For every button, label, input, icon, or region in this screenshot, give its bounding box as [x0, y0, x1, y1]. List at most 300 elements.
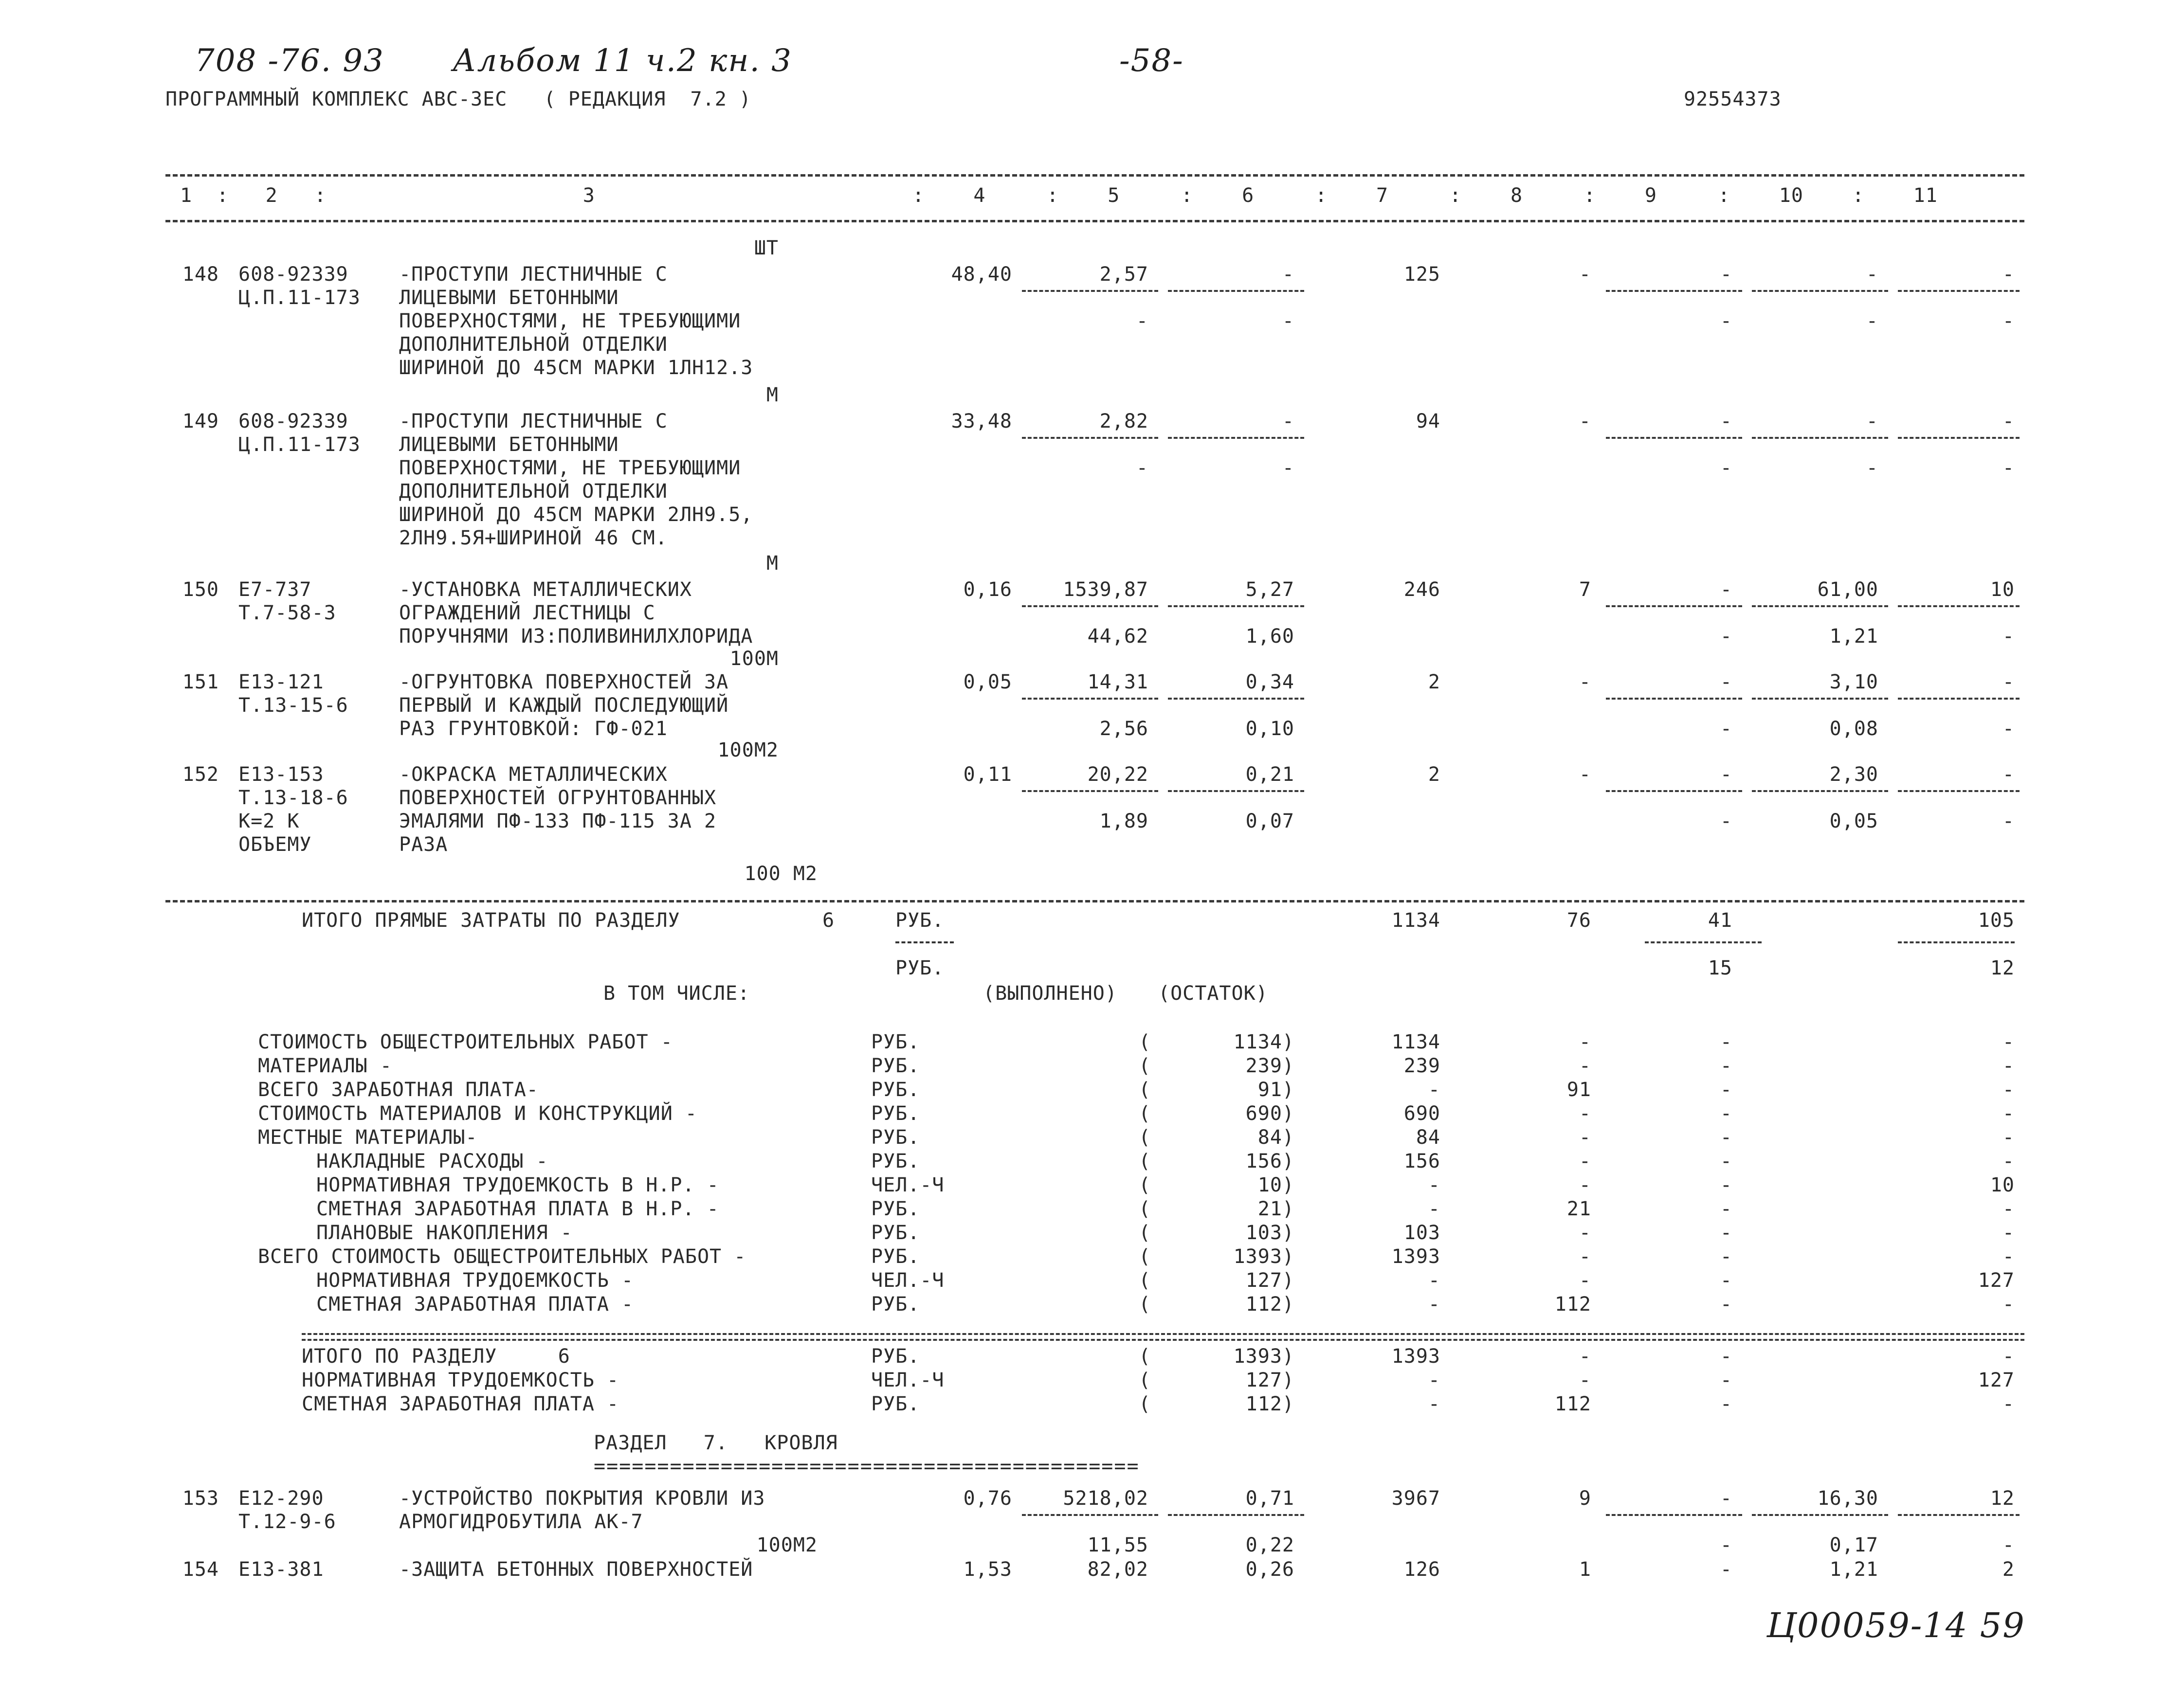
section-total-remaining: 127): [1245, 1369, 1294, 1391]
row-number: 152: [182, 763, 219, 786]
cell-c9b: -: [1720, 810, 1732, 832]
breakdown-c9: -: [1720, 1079, 1732, 1101]
cell-c9b: -: [1720, 1534, 1732, 1556]
breakdown-label: СТОИМОСТЬ ОБЩЕСТРОИТЕЛЬНЫХ РАБОТ -: [258, 1031, 673, 1053]
cell-c11: 12: [1990, 1487, 2015, 1510]
breakdown-unit: РУБ.: [871, 1079, 920, 1101]
cell-c10b: 0,05: [1829, 810, 1878, 832]
breakdown-remaining: 21): [1257, 1198, 1294, 1220]
section-total-c7: 1393: [1391, 1345, 1440, 1368]
cell-c9b: -: [1720, 457, 1732, 479]
breakdown-label: МАТЕРИАЛЫ -: [258, 1055, 392, 1077]
breakdown-c9: -: [1720, 1102, 1732, 1125]
breakdown-unit: РУБ.: [871, 1126, 920, 1149]
totals-rule: [165, 900, 2024, 902]
cell-c7: 2: [1428, 763, 1440, 786]
section-total-remaining: 1393): [1233, 1345, 1294, 1368]
cell-c10: -: [1866, 263, 1878, 286]
cell-subrule: [1168, 790, 1304, 792]
paren: (: [1139, 1150, 1151, 1172]
cell-c10: 16,30: [1817, 1487, 1878, 1510]
row-unit: М: [766, 384, 779, 406]
row-code: Е7-737: [238, 578, 312, 601]
cell-c6: 0,26: [1245, 1558, 1294, 1581]
breakdown-label: СТОИМОСТЬ МАТЕРИАЛОВ И КОНСТРУКЦИЙ -: [258, 1102, 697, 1125]
breakdown-label: НОРМАТИВНАЯ ТРУДОЕМКОСТЬ В Н.Р. -: [316, 1174, 719, 1196]
paren: (: [1139, 1055, 1151, 1077]
totals-direct-c11: 105: [1978, 909, 2015, 932]
row-code: Т.12-9-6: [238, 1511, 336, 1533]
section-total-c7: -: [1428, 1369, 1440, 1391]
totals-direct-c9b: 15: [1708, 957, 1732, 979]
section-total-c8: -: [1579, 1369, 1591, 1391]
section-total-c9: -: [1720, 1369, 1732, 1391]
including-executed: (ВЫПОЛНЕНО): [983, 982, 1117, 1005]
cell-subrule: [1168, 605, 1304, 607]
cell-c5: 14,31: [1087, 671, 1148, 693]
breakdown-remaining: 239): [1245, 1055, 1294, 1077]
breakdown-label: ПЛАНОВЫЕ НАКОПЛЕНИЯ -: [316, 1222, 573, 1244]
cell-c5: 2,57: [1099, 263, 1148, 286]
breakdown-c9: -: [1720, 1269, 1732, 1292]
row-number: 154: [182, 1558, 219, 1581]
cell-c9: -: [1720, 1558, 1732, 1581]
breakdown-c11: -: [2002, 1222, 2015, 1244]
breakdown-c9: -: [1720, 1126, 1732, 1149]
breakdown-unit: РУБ.: [871, 1222, 920, 1244]
paren: (: [1139, 1198, 1151, 1220]
cell-subrule: [1898, 437, 2020, 439]
paren: (: [1139, 1345, 1151, 1368]
section-total-c11: 127: [1978, 1369, 2015, 1391]
cell-c11: -: [2002, 410, 2015, 433]
cell-subrule: [1168, 698, 1304, 700]
cell-subrule: [1606, 790, 1742, 792]
row-description: ПОВЕРХНОСТЯМИ, НЕ ТРЕБУЮЩИМИ: [399, 310, 741, 332]
breakdown-c7: 239: [1403, 1055, 1440, 1077]
breakdown-c9: -: [1720, 1174, 1732, 1196]
totals-direct-label: ИТОГО ПРЯМЫЕ ЗАТРАТЫ ПО РАЗДЕЛУ: [302, 909, 680, 932]
cell-c5b: -: [1136, 310, 1148, 332]
row-description: АРМОГИДРОБУТИЛА АК-7: [399, 1511, 643, 1533]
totals-direct-section: 6: [822, 909, 835, 932]
cell-c6: -: [1282, 263, 1294, 286]
cell-c7: 126: [1403, 1558, 1440, 1581]
cell-c7: 3967: [1391, 1487, 1440, 1510]
cell-c10: 1,21: [1829, 1558, 1878, 1581]
row-description: ПЕРВЫЙ И КАЖДЫЙ ПОСЛЕДУЮЩИЙ: [399, 694, 729, 717]
cell-c9b: -: [1720, 718, 1732, 740]
cell-c9: -: [1720, 1487, 1732, 1510]
cell-subrule: [1898, 290, 2020, 292]
breakdown-c7: -: [1428, 1269, 1440, 1292]
cell-c5b: 44,62: [1087, 625, 1148, 648]
breakdown-remaining: 156): [1245, 1150, 1294, 1172]
row-code: 608-92339: [238, 410, 348, 433]
breakdown-c8: -: [1579, 1102, 1591, 1125]
paren: (: [1139, 1369, 1151, 1391]
section-total-label: ИТОГО ПО РАЗДЕЛУ 6: [302, 1345, 570, 1368]
section-total-c11: -: [2002, 1345, 2015, 1368]
row-description: ДОПОЛНИТЕЛЬНОЙ ОТДЕЛКИ: [399, 333, 668, 356]
cell-c5b: 1,89: [1099, 810, 1148, 832]
row-unit: ШТ: [754, 237, 779, 259]
breakdown-c11: -: [2002, 1055, 2015, 1077]
row-description: ШИРИНОЙ ДО 45СМ МАРКИ 1ЛН12.3: [399, 357, 753, 379]
cell-subrule: [1606, 437, 1742, 439]
cell-c11: -: [2002, 671, 2015, 693]
breakdown-unit: РУБ.: [871, 1102, 920, 1125]
section-total-unit: РУБ.: [871, 1345, 920, 1368]
cell-c10b: 1,21: [1829, 625, 1878, 648]
doc-number: 92554373: [1684, 88, 1782, 110]
paren: (: [1139, 1222, 1151, 1244]
cell-subrule: [1606, 1514, 1742, 1516]
cell-c10: 2,30: [1829, 763, 1878, 786]
cell-c4: 1,53: [963, 1558, 1012, 1581]
cell-subrule: [1898, 605, 2020, 607]
cell-c11b: -: [2002, 310, 2015, 332]
breakdown-unit: ЧЕЛ.-Ч: [871, 1269, 945, 1292]
breakdown-c11: 10: [1990, 1174, 2015, 1196]
row-description: 2ЛН9.5Я+ШИРИНОЙ 46 СМ.: [399, 527, 668, 549]
cell-c5b: 11,55: [1087, 1534, 1148, 1556]
header-rule-top: [165, 174, 2024, 177]
totals-direct-c8: 76: [1566, 909, 1591, 932]
cell-c9: -: [1720, 578, 1732, 601]
row-code: Ц.П.11-173: [238, 287, 361, 309]
section-total-rule-2: [302, 1339, 2024, 1341]
row-code: Т.7-58-3: [238, 602, 336, 624]
paren: (: [1139, 1393, 1151, 1415]
cell-c8: 1: [1579, 1558, 1591, 1581]
cell-subrule: [1898, 698, 2020, 700]
totals-direct-c9: 41: [1708, 909, 1732, 932]
cell-subrule: [1752, 605, 1888, 607]
breakdown-c9: -: [1720, 1293, 1732, 1316]
breakdown-c11: -: [2002, 1245, 2015, 1268]
cell-c9: -: [1720, 763, 1732, 786]
totals-direct-unit2: РУБ.: [895, 957, 945, 979]
paren: (: [1139, 1126, 1151, 1149]
breakdown-remaining: 103): [1245, 1222, 1294, 1244]
cell-subrule: [1752, 437, 1888, 439]
cell-c6: 0,71: [1245, 1487, 1294, 1510]
paren: (: [1139, 1031, 1151, 1053]
breakdown-unit: РУБ.: [871, 1150, 920, 1172]
row-unit: 100М2: [717, 739, 779, 761]
section-total-rule-1: [302, 1333, 2024, 1335]
row-code: К=2 К: [238, 810, 300, 832]
row-code: Т.13-15-6: [238, 694, 348, 717]
cell-subrule: [1606, 605, 1742, 607]
cell-c6b: 0,07: [1245, 810, 1294, 832]
breakdown-c11: -: [2002, 1126, 2015, 1149]
paren: (: [1139, 1174, 1151, 1196]
breakdown-c9: -: [1720, 1055, 1732, 1077]
row-unit: 100М: [729, 648, 779, 670]
breakdown-label: НОРМАТИВНАЯ ТРУДОЕМКОСТЬ -: [316, 1269, 634, 1292]
row-description: ДОПОЛНИТЕЛЬНОЙ ОТДЕЛКИ: [399, 480, 668, 503]
row-code: Е13-121: [238, 671, 324, 693]
cell-c11b: -: [2002, 457, 2015, 479]
breakdown-remaining: 10): [1257, 1174, 1294, 1196]
breakdown-c8: -: [1579, 1174, 1591, 1196]
breakdown-c11: 127: [1978, 1269, 2015, 1292]
cell-subrule: [1022, 437, 1158, 439]
breakdown-c8: 91: [1566, 1079, 1591, 1101]
breakdown-c7: -: [1428, 1079, 1440, 1101]
cell-c10: 61,00: [1817, 578, 1878, 601]
cell-c6: 0,34: [1245, 671, 1294, 693]
breakdown-unit: РУБ.: [871, 1055, 920, 1077]
cell-c4: 33,48: [951, 410, 1012, 433]
row-number: 149: [182, 410, 219, 433]
breakdown-c8: -: [1579, 1269, 1591, 1292]
cell-c8: -: [1579, 263, 1591, 286]
breakdown-c11: -: [2002, 1079, 2015, 1101]
breakdown-c8: -: [1579, 1126, 1591, 1149]
cell-c10b: -: [1866, 310, 1878, 332]
breakdown-unit: РУБ.: [871, 1293, 920, 1316]
cell-subrule: [1606, 698, 1742, 700]
row-unit: М: [766, 552, 779, 575]
cell-c10: -: [1866, 410, 1878, 433]
cell-c5: 5218,02: [1063, 1487, 1148, 1510]
row-description: ПОРУЧНЯМИ ИЗ:ПОЛИВИНИЛХЛОРИДА: [399, 625, 753, 648]
breakdown-c7: -: [1428, 1198, 1440, 1220]
cell-subrule: [1168, 1514, 1304, 1516]
row-description: -ЗАЩИТА БЕТОННЫХ ПОВЕРХНОСТЕЙ: [399, 1558, 753, 1581]
cell-subrule: [1606, 290, 1742, 292]
row-description: -УСТАНОВКА МЕТАЛЛИЧЕСКИХ: [399, 578, 692, 601]
cell-c11: 10: [1990, 578, 2015, 601]
cell-c4: 0,05: [963, 671, 1012, 693]
row-description: -ПРОСТУПИ ЛЕСТНИЧНЫЕ С: [399, 263, 668, 286]
cell-subrule: [1752, 698, 1888, 700]
cell-c11: -: [2002, 263, 2015, 286]
paren: (: [1139, 1245, 1151, 1268]
cell-c11b: -: [2002, 625, 2015, 648]
cell-c11b: -: [2002, 1534, 2015, 1556]
breakdown-c8: -: [1579, 1245, 1591, 1268]
unit-underline: [895, 941, 954, 943]
cell-c6b: 0,10: [1245, 718, 1294, 740]
breakdown-c7: -: [1428, 1174, 1440, 1196]
row-code: Ц.П.11-173: [238, 433, 361, 456]
cell-c10: 3,10: [1829, 671, 1878, 693]
section-total-unit: ЧЕЛ.-Ч: [871, 1369, 945, 1391]
breakdown-c8: -: [1579, 1031, 1591, 1053]
breakdown-unit: РУБ.: [871, 1245, 920, 1268]
breakdown-c11: -: [2002, 1293, 2015, 1316]
section-total-label: НОРМАТИВНАЯ ТРУДОЕМКОСТЬ -: [302, 1369, 619, 1391]
breakdown-label: ВСЕГО СТОИМОСТЬ ОБЩЕСТРОИТЕЛЬНЫХ РАБОТ -: [258, 1245, 746, 1268]
cell-c4: 0,11: [963, 763, 1012, 786]
breakdown-remaining: 91): [1257, 1079, 1294, 1101]
cell-subrule: [1168, 290, 1304, 292]
cell-c7: 125: [1403, 263, 1440, 286]
breakdown-unit: ЧЕЛ.-Ч: [871, 1174, 945, 1196]
c11-underline: [1898, 941, 2015, 943]
paren: (: [1139, 1293, 1151, 1316]
breakdown-remaining: 1134): [1233, 1031, 1294, 1053]
section-total-c9: -: [1720, 1345, 1732, 1368]
row-description: ШИРИНОЙ ДО 45СМ МАРКИ 2ЛН9.5,: [399, 504, 753, 526]
cell-subrule: [1752, 1514, 1888, 1516]
section7-title: РАЗДЕЛ 7. КРОВЛЯ: [594, 1432, 838, 1454]
cell-c6: 0,21: [1245, 763, 1294, 786]
cell-c11b: -: [2002, 718, 2015, 740]
program-line: ПРОГРАММНЫЙ КОМПЛЕКС АВС-3ЕС ( РЕДАКЦИЯ 7.2 ): [165, 88, 751, 110]
cell-c5: 82,02: [1087, 1558, 1148, 1581]
c9-underline: [1645, 941, 1762, 943]
breakdown-c7: 103: [1403, 1222, 1440, 1244]
cell-c7: 246: [1403, 578, 1440, 601]
breakdown-unit: РУБ.: [871, 1198, 920, 1220]
row-description: ЛИЦЕВЫМИ БЕТОННЫМИ: [399, 287, 619, 309]
paren: (: [1139, 1269, 1151, 1292]
cell-subrule: [1022, 698, 1158, 700]
breakdown-c11: -: [2002, 1150, 2015, 1172]
cell-c5b: 2,56: [1099, 718, 1148, 740]
section-total-c8: -: [1579, 1345, 1591, 1368]
breakdown-label: ВСЕГО ЗАРАБОТНАЯ ПЛАТА-: [258, 1079, 539, 1101]
cell-c5b: -: [1136, 457, 1148, 479]
cell-c6: 5,27: [1245, 578, 1294, 601]
breakdown-remaining: 112): [1245, 1293, 1294, 1316]
breakdown-c9: -: [1720, 1198, 1732, 1220]
breakdown-c8: 21: [1566, 1198, 1591, 1220]
column-header: 1 : 2 : 3 : 4 : 5 : 6 : 7 : 8 : 9 : 10 : 11: [180, 184, 1938, 207]
cell-c9b: -: [1720, 625, 1732, 648]
breakdown-remaining: 127): [1245, 1269, 1294, 1292]
breakdown-c7: 1393: [1391, 1245, 1440, 1268]
paren: (: [1139, 1079, 1151, 1101]
row-description: -ПРОСТУПИ ЛЕСТНИЧНЫЕ С: [399, 410, 668, 433]
album-handwritten: Альбом 11 ч.2 кн. 3: [453, 43, 792, 79]
breakdown-c7: 84: [1416, 1126, 1440, 1149]
cell-c8: -: [1579, 410, 1591, 433]
cell-c6b: 0,22: [1245, 1534, 1294, 1556]
cell-subrule: [1022, 605, 1158, 607]
cell-subrule: [1022, 290, 1158, 292]
cell-c6b: 1,60: [1245, 625, 1294, 648]
cell-subrule: [1022, 1514, 1158, 1516]
section-total-remaining: 112): [1245, 1393, 1294, 1415]
breakdown-c11: -: [2002, 1102, 2015, 1125]
breakdown-label: СМЕТНАЯ ЗАРАБОТНАЯ ПЛАТА В Н.Р. -: [316, 1198, 719, 1220]
section-total-c11: -: [2002, 1393, 2015, 1415]
row-unit-after: 100 М2: [744, 863, 818, 885]
breakdown-c9: -: [1720, 1245, 1732, 1268]
row-description: -ОКРАСКА МЕТАЛЛИЧЕСКИХ: [399, 763, 668, 786]
cell-c4: 48,40: [951, 263, 1012, 286]
breakdown-c8: -: [1579, 1150, 1591, 1172]
cell-subrule: [1168, 437, 1304, 439]
cell-c9: -: [1720, 263, 1732, 286]
section7-underline: ===========================================: [594, 1455, 1140, 1478]
cell-c11: -: [2002, 763, 2015, 786]
breakdown-c7: 690: [1403, 1102, 1440, 1125]
row-description: РАЗА: [399, 833, 448, 856]
row-number: 151: [182, 671, 219, 693]
cell-c7: 94: [1416, 410, 1440, 433]
cell-subrule: [1898, 1514, 2020, 1516]
row-code: Е12-290: [238, 1487, 324, 1510]
row-description: ОГРАЖДЕНИЙ ЛЕСТНИЦЫ С: [399, 602, 655, 624]
breakdown-remaining: 690): [1245, 1102, 1294, 1125]
section-total-c9: -: [1720, 1393, 1732, 1415]
breakdown-c8: -: [1579, 1055, 1591, 1077]
breakdown-remaining: 84): [1257, 1126, 1294, 1149]
cell-subrule: [1752, 790, 1888, 792]
row-description: ПОВЕРХНОСТЕЙ ОГРУНТОВАННЫХ: [399, 787, 717, 809]
cell-c8: 9: [1579, 1487, 1591, 1510]
cell-subrule: [1752, 290, 1888, 292]
breakdown-label: НАКЛАДНЫЕ РАСХОДЫ -: [316, 1150, 548, 1172]
cell-c6: -: [1282, 410, 1294, 433]
cell-c5: 1539,87: [1063, 578, 1148, 601]
cell-c8: -: [1579, 671, 1591, 693]
cell-c6b: -: [1282, 457, 1294, 479]
paren: (: [1139, 1102, 1151, 1125]
row-description: ПОВЕРХНОСТЯМИ, НЕ ТРЕБУЮЩИМИ: [399, 457, 741, 479]
breakdown-c11: -: [2002, 1031, 2015, 1053]
cell-c9: -: [1720, 410, 1732, 433]
breakdown-c9: -: [1720, 1150, 1732, 1172]
row-description: ЛИЦЕВЫМИ БЕТОННЫМИ: [399, 433, 619, 456]
cell-c9: -: [1720, 671, 1732, 693]
breakdown-c8: 112: [1554, 1293, 1591, 1316]
header-rule-bottom: [165, 220, 2024, 222]
row-unit-after: 100М2: [756, 1534, 818, 1556]
doc-code-handwritten: 708 -76. 93: [195, 43, 384, 79]
cell-c5: 20,22: [1087, 763, 1148, 786]
row-code: Е13-381: [238, 1558, 324, 1581]
breakdown-c9: -: [1720, 1031, 1732, 1053]
breakdown-c8: -: [1579, 1222, 1591, 1244]
cell-c7: 2: [1428, 671, 1440, 693]
row-description: -ОГРУНТОВКА ПОВЕРХНОСТЕЙ ЗА: [399, 671, 729, 693]
totals-direct-c7: 1134: [1391, 909, 1440, 932]
section-total-c8: 112: [1554, 1393, 1591, 1415]
section-total-c7: -: [1428, 1393, 1440, 1415]
row-code: 608-92339: [238, 263, 348, 286]
row-number: 148: [182, 263, 219, 286]
page-number-handwritten: -58-: [1119, 43, 1184, 79]
row-description: РАЗ ГРУНТОВКОЙ: ГФ-021: [399, 718, 668, 740]
cell-c6b: -: [1282, 310, 1294, 332]
breakdown-unit: РУБ.: [871, 1031, 920, 1053]
totals-direct-c11b: 12: [1990, 957, 2015, 979]
row-code: Е13-153: [238, 763, 324, 786]
cell-c10b: 0,08: [1829, 718, 1878, 740]
cell-c8: -: [1579, 763, 1591, 786]
cell-subrule: [1022, 790, 1158, 792]
section-total-label: СМЕТНАЯ ЗАРАБОТНАЯ ПЛАТА -: [302, 1393, 619, 1415]
breakdown-label: СМЕТНАЯ ЗАРАБОТНАЯ ПЛАТА -: [316, 1293, 634, 1316]
cell-c4: 0,76: [963, 1487, 1012, 1510]
row-description: ЭМАЛЯМИ ПФ-133 ПФ-115 ЗА 2: [399, 810, 717, 832]
breakdown-label: МЕСТНЫЕ МАТЕРИАЛЫ-: [258, 1126, 478, 1149]
cell-c5: 2,82: [1099, 410, 1148, 433]
totals-direct-unit1: РУБ.: [895, 909, 945, 932]
breakdown-c7: 156: [1403, 1150, 1440, 1172]
cell-c11b: -: [2002, 810, 2015, 832]
row-code: ОБЪЕМУ: [238, 833, 312, 856]
section-total-unit: РУБ.: [871, 1393, 920, 1415]
